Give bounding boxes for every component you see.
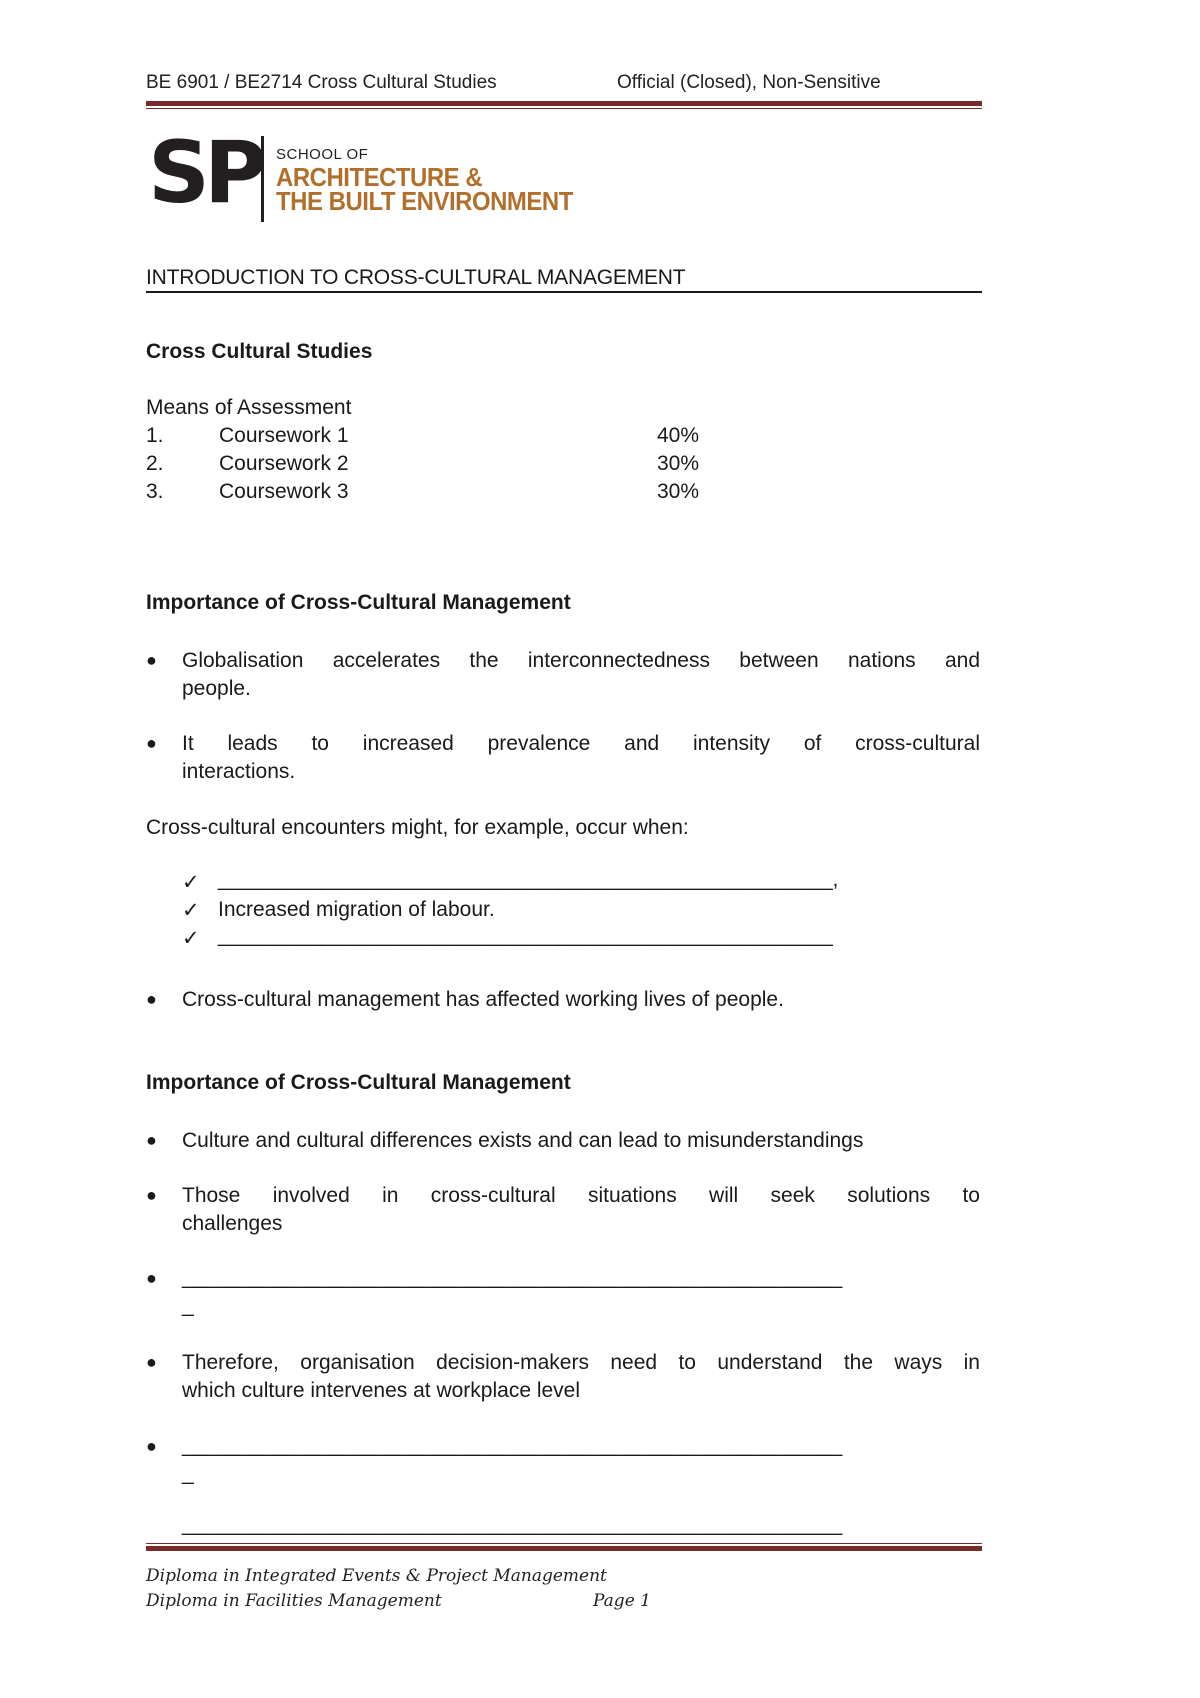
section1-bullet2-line2: interactions.	[182, 760, 296, 783]
logo-architecture: ARCHITECTURE &	[276, 162, 483, 192]
assessment-weight-2: 30%	[657, 452, 700, 475]
section2-blank2-line1: __________________________________________________________	[182, 1434, 842, 1457]
assessment-weight-3: 30%	[657, 480, 700, 503]
logo-school-of: SCHOOL OF	[276, 146, 369, 163]
bullet-dot: ●	[146, 1352, 157, 1372]
checkmark-icon: ✓	[182, 927, 200, 950]
header-rule	[146, 101, 982, 106]
section2-blank1-line2: _	[182, 1294, 194, 1317]
assessment-name-3: Coursework 3	[219, 480, 349, 503]
bullet-dot: ●	[146, 1185, 157, 1205]
bullet-dot: ●	[146, 989, 157, 1009]
header-course-code: BE 6901 / BE2714 Cross Cultural Studies	[146, 72, 497, 93]
assessment-heading: Means of Assessment	[146, 396, 352, 419]
checkmark-icon: ✓	[182, 871, 200, 894]
assessment-num-1: 1.	[146, 424, 164, 447]
section2-heading: Importance of Cross-Cultural Management	[146, 1071, 571, 1094]
assessment-num-3: 3.	[146, 480, 164, 503]
logo-built-environment: THE BUILT ENVIRONMENT	[276, 186, 573, 216]
section1-bullet3: Cross-cultural management has affected working lives of people.	[182, 988, 784, 1011]
assessment-name-2: Coursework 2	[219, 452, 349, 475]
footer-diploma-2: Diploma in Facilities Management	[146, 1591, 442, 1611]
check-item-2: Increased migration of labour.	[218, 898, 495, 921]
section1-bullet2-line1: It leads to increased prevalence and intensity of cross-cultural	[182, 732, 980, 755]
section1-bullet1-line2: people.	[182, 677, 251, 700]
footer-rule	[146, 1546, 982, 1551]
section2-bullet4-line1: Therefore, organisation decision-makers need to understand the ways in	[182, 1351, 980, 1374]
bullet-dot: ●	[146, 650, 157, 670]
section2-bullet2-line1: Those involved in cross-cultural situations will seek solutions to	[182, 1184, 980, 1207]
header-classification: Official (Closed), Non-Sensitive	[617, 72, 881, 93]
section2-blank2-line2: _	[182, 1462, 194, 1485]
section2-blank2-line3: __________________________________________________________	[182, 1513, 842, 1536]
assessment-num-2: 2.	[146, 452, 164, 475]
section2-bullet2-line2: challenges	[182, 1212, 283, 1235]
bullet-dot: ●	[146, 733, 157, 753]
footer-diploma-1: Diploma in Integrated Events & Project Management	[146, 1566, 607, 1586]
section2-bullet1: Culture and cultural differences exists and can lead to misunderstandings	[182, 1129, 864, 1152]
footer-rule-thin	[146, 1543, 982, 1544]
section1-bullet1-line1: Globalisation accelerates the interconnectedness between nations and	[182, 649, 980, 672]
footer-page-number: Page 1	[593, 1591, 651, 1611]
page-title: INTRODUCTION TO CROSS-CULTURAL MANAGEMENT	[146, 266, 982, 293]
logo-sp-mark: SP	[148, 123, 261, 223]
section2-blank1-line1: __________________________________________________________	[182, 1266, 842, 1289]
check-item-3-blank: ______________________________________________________	[218, 924, 833, 947]
check-item-1-blank: ______________________________________________________,	[218, 868, 839, 891]
logo-divider	[261, 136, 264, 222]
section2-bullet4-line2: which culture intervenes at workplace level	[182, 1379, 581, 1402]
bullet-dot: ●	[146, 1130, 157, 1150]
bullet-dot: ●	[146, 1268, 157, 1288]
assessment-name-1: Coursework 1	[219, 424, 349, 447]
section1-heading: Importance of Cross-Cultural Management	[146, 591, 571, 614]
checkmark-icon: ✓	[182, 899, 200, 922]
assessment-weight-1: 40%	[657, 424, 700, 447]
header-rule-thin	[146, 108, 982, 109]
bullet-dot: ●	[146, 1436, 157, 1456]
section-subtitle: Cross Cultural Studies	[146, 340, 373, 363]
encounters-intro: Cross-cultural encounters might, for example, occur when:	[146, 816, 689, 839]
